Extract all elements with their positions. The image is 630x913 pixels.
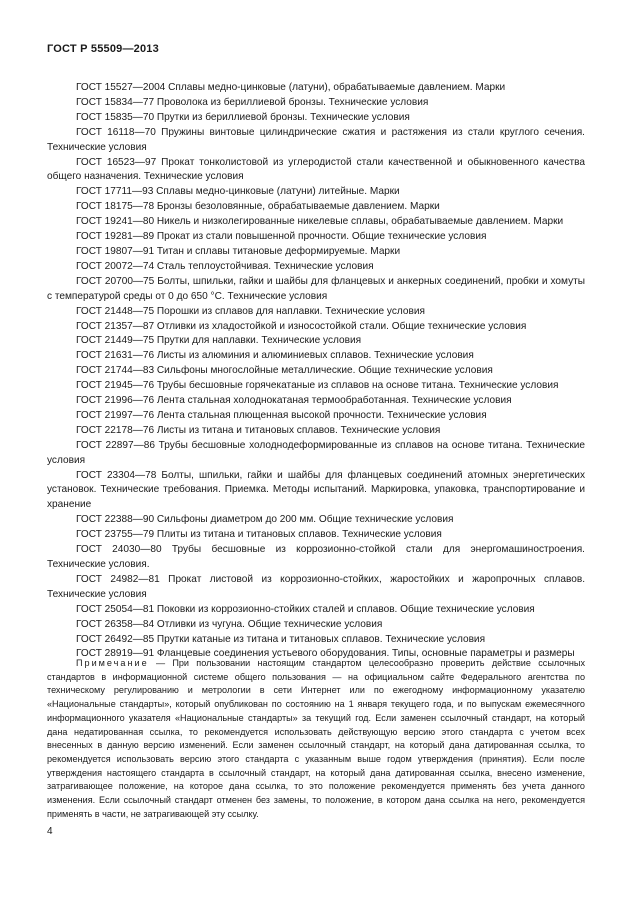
reference-item: ГОСТ 15835—70 Прутки из бериллиевой бронзы. Технические условия: [76, 111, 410, 123]
reference-item: ГОСТ 28919—91 Фланцевые соединения устьевого оборудования. Типы, основные параметры и размеры: [76, 648, 575, 660]
reference-item: ГОСТ 21448—75 Порошки из сплавов для наплавки. Технические условия: [76, 305, 425, 317]
reference-item: ГОСТ 21744—83 Сильфоны многослойные металлические. Общие технические условия: [76, 365, 493, 377]
reference-item: ГОСТ 16523—97 Прокат тонколистовой из углеродистой стали качественной и обыкновенного качества общего назначения. Технические условия: [47, 156, 585, 183]
reference-item: ГОСТ 15527—2004 Сплавы медно-цинковые (латуни), обрабатываемые давлением. Марки: [76, 82, 506, 93]
note-block: [47, 657, 585, 821]
note-label: Примечание: [76, 658, 149, 668]
reference-item: ГОСТ 21357—87 Отливки из хладостойкой и износостойкой стали. Общие технические условия: [76, 320, 527, 332]
reference-item: ГОСТ 23304—78 Болты, шпильки, гайки и шайбы для фланцевых соединений атомных энергетических установок. Технические требования. Приемка. Методы испытаний. Маркировка, упаковка, транспортирование и хранение: [47, 469, 585, 511]
reference-item: ГОСТ 19281—89 Прокат из стали повышенной прочности. Общие технические условия: [76, 231, 487, 243]
normative-references-list: [47, 81, 585, 662]
reference-item: ГОСТ 23755—79 Плиты из титана и титановых сплавов. Технические условия: [76, 529, 442, 541]
reference-item: ГОСТ 26492—85 Прутки катаные из титана и титановых сплавов. Технические условия: [76, 633, 486, 645]
reference-item: ГОСТ 21449—75 Прутки для наплавки. Технические условия: [76, 335, 362, 347]
reference-item: ГОСТ 21997—76 Лента стальная плющенная высокой прочности. Технические условия: [76, 409, 487, 421]
reference-item: ГОСТ 24982—81 Прокат листовой из коррозионно-стойких, жаростойких и жаропрочных сплавов. Технические условия: [47, 573, 585, 600]
page-number: 4: [47, 826, 53, 837]
reference-item: ГОСТ 25054—81 Поковки из коррозионно-стойких сталей и сплавов. Общие технические условия: [76, 603, 535, 615]
reference-item: ГОСТ 19807—91 Титан и сплавы титановые деформируемые. Марки: [76, 245, 401, 257]
reference-item: ГОСТ 16118—70 Пружины винтовые цилиндрические сжатия и растяжения из стали круглого сечения. Технические условия: [47, 126, 585, 153]
reference-item: ГОСТ 19241—80 Никель и низколегированные никелевые сплавы, обрабатываемые давлением. Марки: [76, 216, 564, 228]
reference-item: ГОСТ 24030—80 Трубы бесшовные из коррозионно-стойкой стали для энергомашиностроения. Технические условия.: [47, 544, 585, 570]
reference-item: ГОСТ 20700—75 Болты, шпильки, гайки и шайбы для фланцевых и анкерных соединений, пробки и хомуты с температурой среды от 0 до 650 °С. Технические условия: [47, 275, 585, 302]
reference-item: ГОСТ 15834—77 Проволока из бериллиевой бронзы. Технические условия: [76, 96, 429, 108]
reference-item: ГОСТ 18175—78 Бронзы безоловянные, обрабатываемые давлением. Марки: [76, 201, 440, 213]
reference-item: ГОСТ 21945—76 Трубы бесшовные горячекатаные из сплавов на основе титана. Технические условия: [76, 380, 559, 392]
reference-item: ГОСТ 20072—74 Сталь теплоустойчивая. Технические условия: [76, 260, 374, 272]
reference-item: ГОСТ 22897—86 Трубы бесшовные холоднодеформированные из сплавов на основе титана. Технические условия: [47, 439, 585, 466]
reference-item: ГОСТ 21996—76 Лента стальная холоднокатаная термообработанная. Технические условия: [76, 395, 512, 407]
note-text: — При пользовании настоящим стандартом целесообразно проверить действие ссылочных стандартов в информационной системе общего пользования — на официальном сайте Федерального агентства по техническому регулированию и метрологии в сети Интернет или по ежегодному информационному указателю «Национальные стандарты», который опубликован по состоянию на 1 января текущего года, и по выпускам ежемесячного информационного указателя «Национальные стандарты» за текущий год. Если заменен ссылочный стандарт, на который дана недатированная ссылка, то рекомендуется использовать действующую версию этого стандарта с учетом всех внесенных в данную версию изменений. Если заменен ссылочный стандарт, на который дана датированная ссылка, то рекомендуется использовать версию этого стандарта с указанным выше годом утверждения (принятия). Если после утверждения настоящего стандарта в ссылочный стандарт, на который дана датированная ссылка, внесено изменение, затрагивающее положение, на которое дана ссылка, то это положение рекомендуется применять без учета данного изменения. Если ссылочный стандарт отменен без замены, то положение, в котором дана ссылка на него, рекомендуется применять в части, не затрагивающей эту ссылку.: [47, 658, 585, 819]
reference-item: ГОСТ 22178—76 Листы из титана и титановых сплавов. Технические условия: [76, 424, 441, 436]
reference-item: ГОСТ 21631—76 Листы из алюминия и алюминиевых сплавов. Технические условия: [76, 350, 474, 362]
document-header: ГОСТ Р 55509—2013: [47, 43, 159, 55]
reference-item: ГОСТ 26358—84 Отливки из чугуна. Общие технические условия: [76, 618, 383, 630]
reference-item: ГОСТ 17711—93 Сплавы медно-цинковые (латуни) литейные. Марки: [76, 186, 400, 198]
note-paragraph: [47, 657, 585, 821]
reference-item: ГОСТ 22388—90 Сильфоны диаметром до 200 мм. Общие технические условия: [76, 514, 454, 526]
